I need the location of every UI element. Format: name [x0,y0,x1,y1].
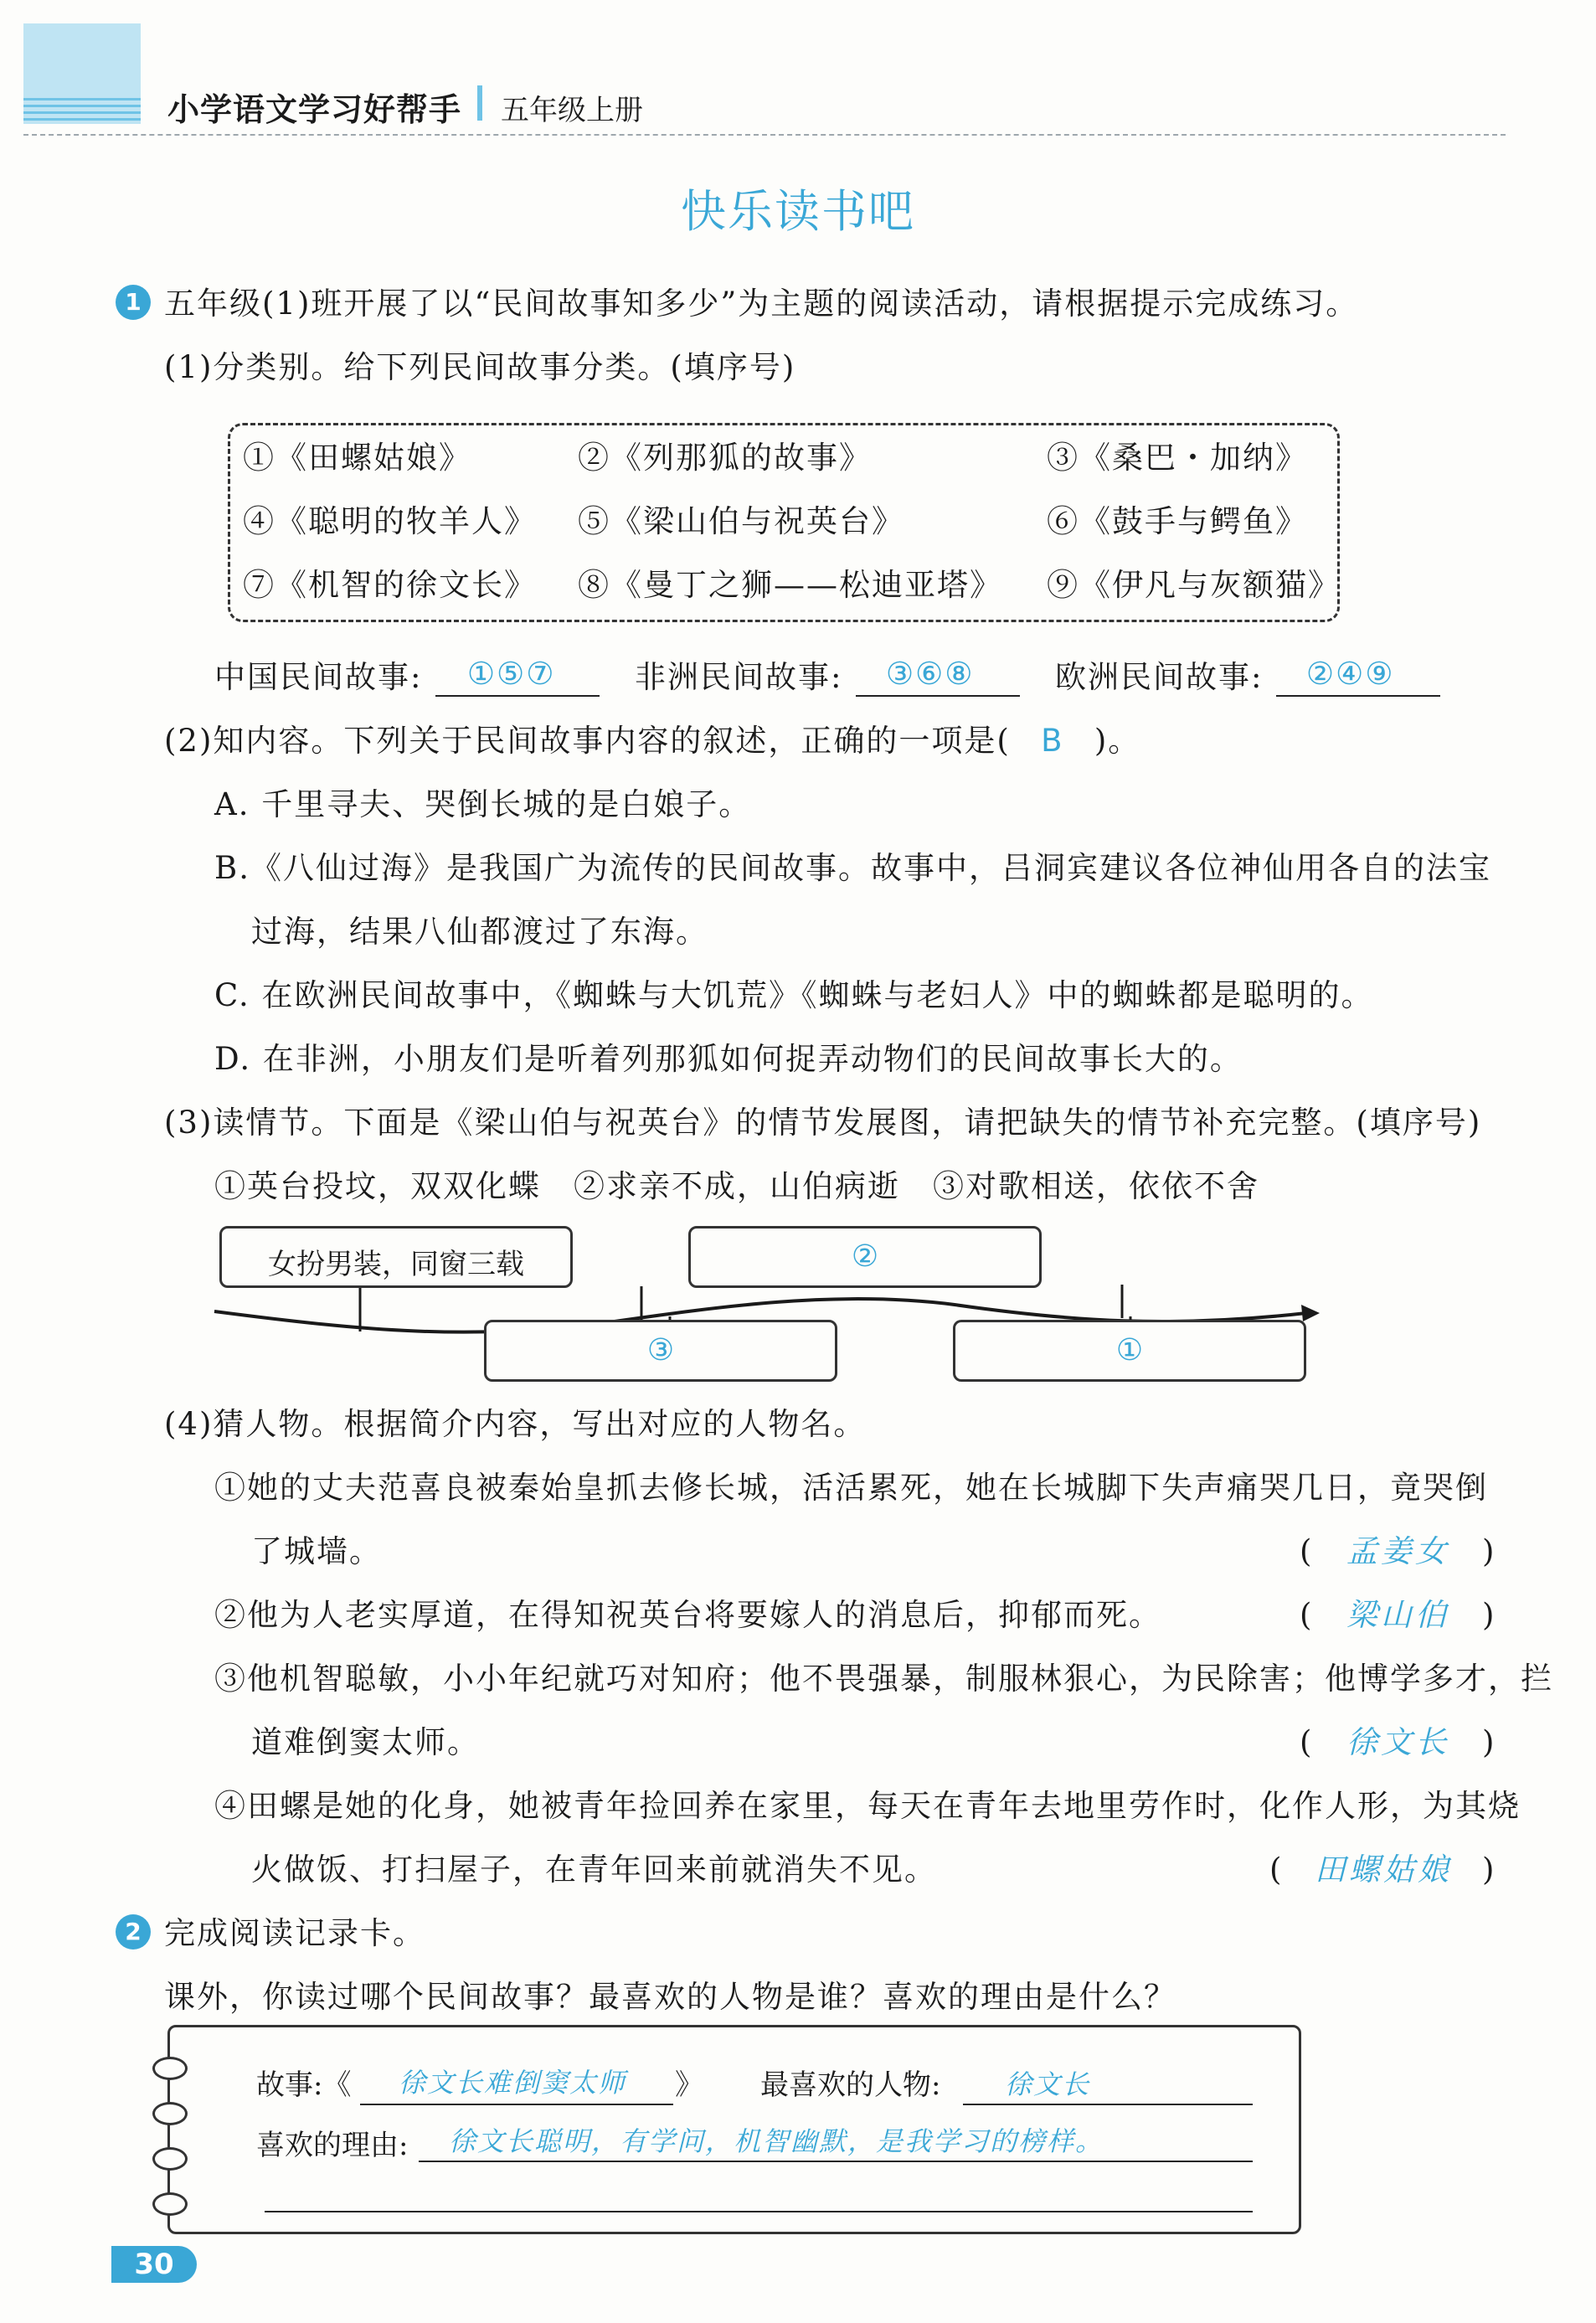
story-item: ⑤《梁山伯与祝英台》 [578,503,904,539]
story-answer: 徐文长难倒窦太师 [399,2067,627,2099]
answer-blank [435,695,600,697]
plot-box-1-text: 女扮男装，同窗三载 [268,1248,524,1281]
header-decor-stripes [23,94,141,124]
q1-part4-prompt: (4)猜人物。根据简介内容，写出对应的人物名。 [164,1406,867,1442]
favorite-character-answer: 徐文长 [1005,2068,1091,2100]
paren-close: ) [1482,1852,1496,1888]
paren-close: ) [1482,1724,1496,1760]
page-title: 快乐读书吧 [681,185,915,238]
person-clue-3-line1: ③他机智聪敏，小小年纪就巧对知府；他不畏强暴，制服林狠心，为民除害；他博学多才，拦 [214,1661,1553,1697]
paren-open: ( [1269,1852,1284,1888]
answer-blank [856,695,1020,697]
story-item: ⑦《机智的徐文长》 [243,567,537,603]
paren-open: ( [1300,1533,1314,1569]
option-c: C. 在欧洲民间故事中，《蜘蛛与大饥荒》《蜘蛛与老妇人》中的蜘蛛都是聪明的。 [214,977,1374,1013]
person-answer-2: 梁山伯 [1346,1597,1449,1633]
binder-ring [152,2192,188,2216]
q1-intro: 五年级(1)班开展了以“民间故事知多少”为主题的阅读活动，请根据提示完成练习。 [164,286,1359,322]
story-item: ①《田螺姑娘》 [243,440,471,476]
option-b-line1: B.《八仙过海》是我国广为流传的民间故事。故事中，吕洞宾建议各位神仙用各自的法宝 [214,850,1491,886]
category-china-label: 中国民间故事: [214,659,423,695]
binder-ring [152,2102,188,2125]
q1-part2-prompt-start: (2)知内容。下列关于民间故事内容的叙述，正确的一项是( [164,723,1011,759]
plot-box-4-answer: ① [1115,1333,1144,1368]
option-d: D. 在非洲，小朋友们是听着列那狐如何捉弄动物们的民间故事长大的。 [214,1041,1243,1077]
category-europe-label: 欧洲民间故事: [1055,659,1264,695]
person-clue-4-line1: ④田螺是她的化身，她被青年捡回养在家里，每天在青年去地里劳作时，化作人形，为其烧 [214,1788,1521,1824]
reason-answer: 徐文长聪明，有学问，机智幽默，是我学习的榜样。 [449,2125,1104,2157]
grade-label: 五年级上册 [501,94,643,127]
header-divider [477,85,482,121]
paren-open: ( [1300,1724,1314,1760]
q2-question: 课外，你读过哪个民间故事？最喜欢的人物是谁？喜欢的理由是什么？ [164,1979,1176,2015]
reason-blank-2 [265,2211,1253,2212]
story-label: 故事:《 [256,2068,352,2102]
q1-part3-prompt: (3)读情节。下面是《梁山伯与祝英台》的情节发展图，请把缺失的情节补充完整。(填序号) [164,1105,1482,1141]
reason-label: 喜欢的理由: [256,2129,409,2162]
answer-europe: ②④⑨ [1306,656,1395,692]
series-title: 小学语文学习好帮手 [167,91,462,128]
answer-blank [1276,695,1440,697]
plot-box-2-answer: ② [851,1239,879,1274]
person-answer-1: 孟姜女 [1346,1533,1449,1569]
person-clue-4-line2: 火做饭、打扫屋子，在青年回来前就消失不见。 [251,1852,937,1888]
person-answer-4: 田螺姑娘 [1315,1852,1452,1888]
category-africa-label: 非洲民间故事: [635,659,843,695]
option-b-line2: 过海，结果八仙都渡过了东海。 [251,914,708,950]
person-clue-1-line1: ①她的丈夫范喜良被秦始皇抓去修长城，活活累死，她在长城脚下失声痛哭几日，竟哭倒 [214,1470,1488,1506]
story-label-close: 》 [675,2068,703,2102]
person-clue-3-line2: 道难倒窦太师。 [251,1724,480,1760]
question-1-badge: 1 [116,285,151,320]
reason-blank [419,2161,1253,2162]
person-clue-1-line2: 了城墙。 [251,1533,382,1569]
story-item: ④《聪明的牧羊人》 [243,503,537,539]
person-clue-2: ②他为人老实厚道，在得知祝英台将要嫁人的消息后，抑郁而死。 [214,1597,1161,1633]
story-item: ⑨《伊凡与灰额猫》 [1047,567,1341,603]
story-item: ⑧《曼丁之狮——松迪亚塔》 [578,567,1002,603]
q1-part2-prompt [164,723,1141,759]
paren-close: ) [1482,1597,1496,1633]
story-item: ②《列那狐的故事》 [578,440,872,476]
question-2-badge: 2 [116,1914,151,1950]
answer-africa: ③⑥⑧ [886,656,975,692]
favorite-character-label: 最喜欢的人物: [760,2068,941,2102]
header-dashed-rule [23,134,1506,136]
story-item: ③《桑巴・加纳》 [1047,440,1308,476]
binder-ring [152,2057,188,2080]
page-number: 30 [111,2246,197,2283]
answer-china: ①⑤⑦ [467,656,556,692]
q1-part2-prompt-end: )。 [1094,723,1141,759]
paren-open: ( [1300,1597,1314,1633]
plot-options: ①英台投坟，双双化蝶 ②求亲不成，山伯病逝 ③对歌相送，依依不舍 [214,1168,1259,1204]
part2-answer: B [1041,723,1064,759]
plot-box-3-answer: ③ [646,1333,675,1368]
person-answer-3: 徐文长 [1346,1724,1449,1760]
q1-part1-prompt: (1)分类别。给下列民间故事分类。(填序号) [164,349,796,385]
story-item: ⑥《鼓手与鳄鱼》 [1047,503,1308,539]
q2-intro: 完成阅读记录卡。 [164,1915,425,1951]
story-blank [360,2104,673,2105]
paren-close: ) [1482,1533,1496,1569]
option-a: A. 千里寻夫、哭倒长城的是白娘子。 [214,786,752,822]
favorite-blank [963,2104,1253,2105]
binder-ring [152,2147,188,2171]
